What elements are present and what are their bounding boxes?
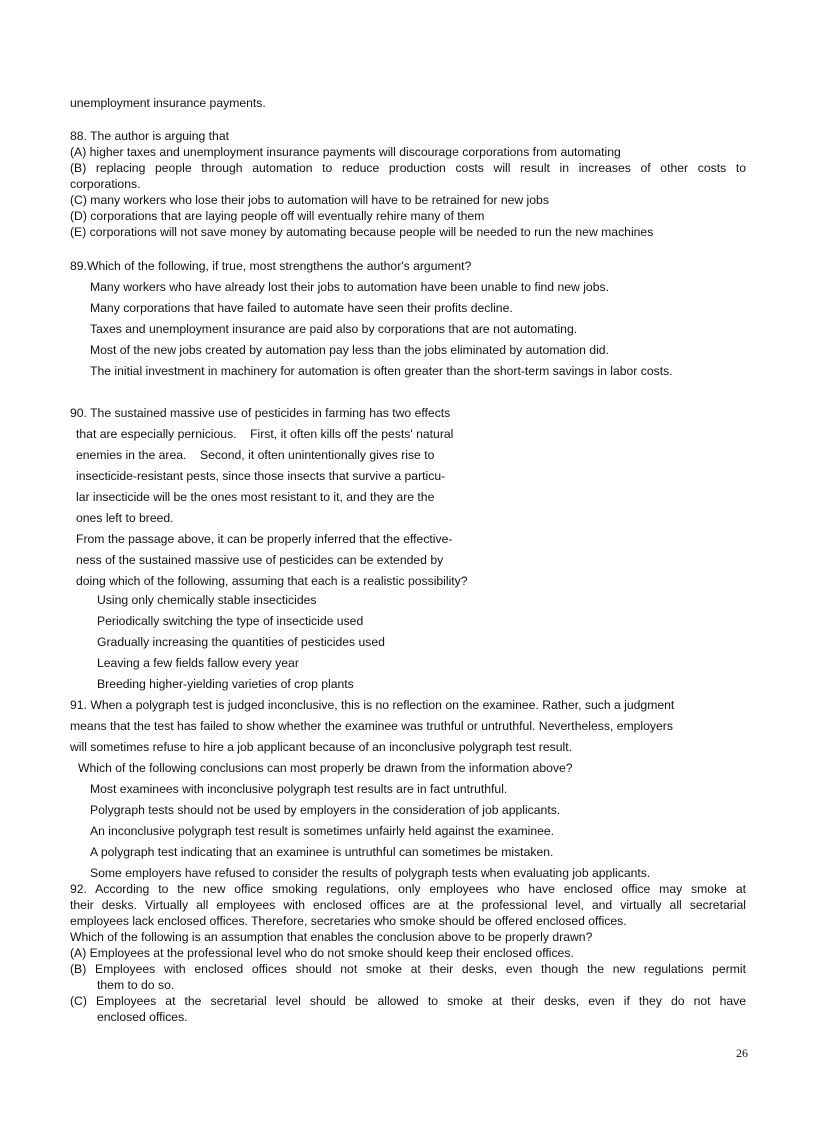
q89-option-d: Most of the new jobs created by automation pay less than the jobs eliminated by automation did. xyxy=(90,343,609,357)
q92-option-b: (B) Employees with enclosed offices should not smoke at their desks, even though the new regulations permit xyxy=(70,962,746,976)
q92-option-a: (A) Employees at the professional level who do not smoke should keep their enclosed offices. xyxy=(70,946,574,960)
intro-line: unemployment insurance payments. xyxy=(70,96,266,110)
q91-option-b: Polygraph tests should not be used by employers in the consideration of job applicants. xyxy=(90,803,561,817)
q92-option-c: (C) Employees at the secretarial level should be allowed to smoke at their desks, even if they do not have xyxy=(70,994,746,1008)
q91-option-e: Some employers have refused to consider the results of polygraph tests when evaluating job applicants. xyxy=(90,866,651,880)
q90-question-line: From the passage above, it can be properly inferred that the effective- xyxy=(76,532,453,546)
q91-passage-line: will sometimes refuse to hire a job applicant because of an inconclusive polygraph test result. xyxy=(70,740,572,754)
q90-passage-line: 90. The sustained massive use of pesticides in farming has two effects xyxy=(70,406,451,420)
q91-option-d: A polygraph test indicating that an examinee is untruthful can sometimes be mistaken. xyxy=(90,845,554,859)
q92-option-c-cont: enclosed offices. xyxy=(97,1010,188,1024)
q90-passage-line: that are especially pernicious. First, it often kills off the pests' natural xyxy=(76,427,454,441)
q89-option-c: Taxes and unemployment insurance are paid also by corporations that are not automating. xyxy=(90,322,578,336)
q90-question-line: ness of the sustained massive use of pesticides can be extended by xyxy=(76,553,444,567)
q91-option-a: Most examinees with inconclusive polygraph test results are in fact untruthful. xyxy=(90,782,508,796)
q90-option-a: Using only chemically stable insecticides xyxy=(97,593,317,607)
q92-passage-line: 92. According to the new office smoking regulations, only employees who have enclosed office may smoke at xyxy=(70,882,746,896)
q88-stem: 88. The author is arguing that xyxy=(70,129,229,143)
q91-passage-line: 91. When a polygraph test is judged inconclusive, this is no reflection on the examinee. Rather, such a judgment xyxy=(70,698,675,712)
q88-option-b: (B) replacing people through automation to reduce production costs will result in increases of other costs to xyxy=(70,161,746,175)
q90-option-b: Periodically switching the type of insecticide used xyxy=(97,614,364,628)
q92-stem: Which of the following is an assumption that enables the conclusion above to be properly drawn? xyxy=(70,930,593,944)
q88-option-d: (D) corporations that are laying people off will eventually rehire many of them xyxy=(70,209,485,223)
page-number: 26 xyxy=(736,1046,748,1060)
q91-option-c: An inconclusive polygraph test result is sometimes unfairly held against the examinee. xyxy=(90,824,555,838)
q88-option-c: (C) many workers who lose their jobs to automation will have to be retrained for new jobs xyxy=(70,193,549,207)
q92-passage-line: employees lack enclosed offices. Therefore, secretaries who smoke should be offered enclosed offices. xyxy=(70,914,627,928)
q89-stem: 89.Which of the following, if true, most strengthens the author's argument? xyxy=(70,259,472,273)
q90-option-c: Gradually increasing the quantities of pesticides used xyxy=(97,635,385,649)
q91-stem: Which of the following conclusions can most properly be drawn from the information above? xyxy=(78,761,573,775)
q92-option-b-cont: them to do so. xyxy=(97,978,175,992)
q90-passage-line: insecticide-resistant pests, since those insects that survive a particu- xyxy=(76,469,446,483)
q90-passage-line: enemies in the area. Second, it often unintentionally gives rise to xyxy=(76,448,435,462)
q90-question-line: doing which of the following, assuming that each is a realistic possibility? xyxy=(76,574,468,588)
q91-passage-line: means that the test has failed to show whether the examinee was truthful or untruthful. Nevertheless, employers xyxy=(70,719,673,733)
q89-option-e: The initial investment in machinery for automation is often greater than the short-term savings in labor costs. xyxy=(90,364,673,378)
q89-option-a: Many workers who have already lost their jobs to automation have been unable to find new jobs. xyxy=(90,280,609,294)
q88-option-e: (E) corporations will not save money by automating because people will be needed to run the new machines xyxy=(70,225,654,239)
q90-passage-line: ones left to breed. xyxy=(76,511,174,525)
q88-option-a: (A) higher taxes and unemployment insurance payments will discourage corporations from automating xyxy=(70,145,621,159)
q89-option-b: Many corporations that have failed to automate have seen their profits decline. xyxy=(90,301,513,315)
q90-option-d: Leaving a few fields fallow every year xyxy=(97,656,299,670)
q92-passage-line: their desks. Virtually all employees with enclosed offices are at the professional level, and virtually all secretarial xyxy=(70,898,746,912)
q90-option-e: Breeding higher-yielding varieties of crop plants xyxy=(97,677,354,691)
q90-passage-line: lar insecticide will be the ones most resistant to it, and they are the xyxy=(76,490,435,504)
q88-option-b-cont: corporations. xyxy=(70,177,141,191)
